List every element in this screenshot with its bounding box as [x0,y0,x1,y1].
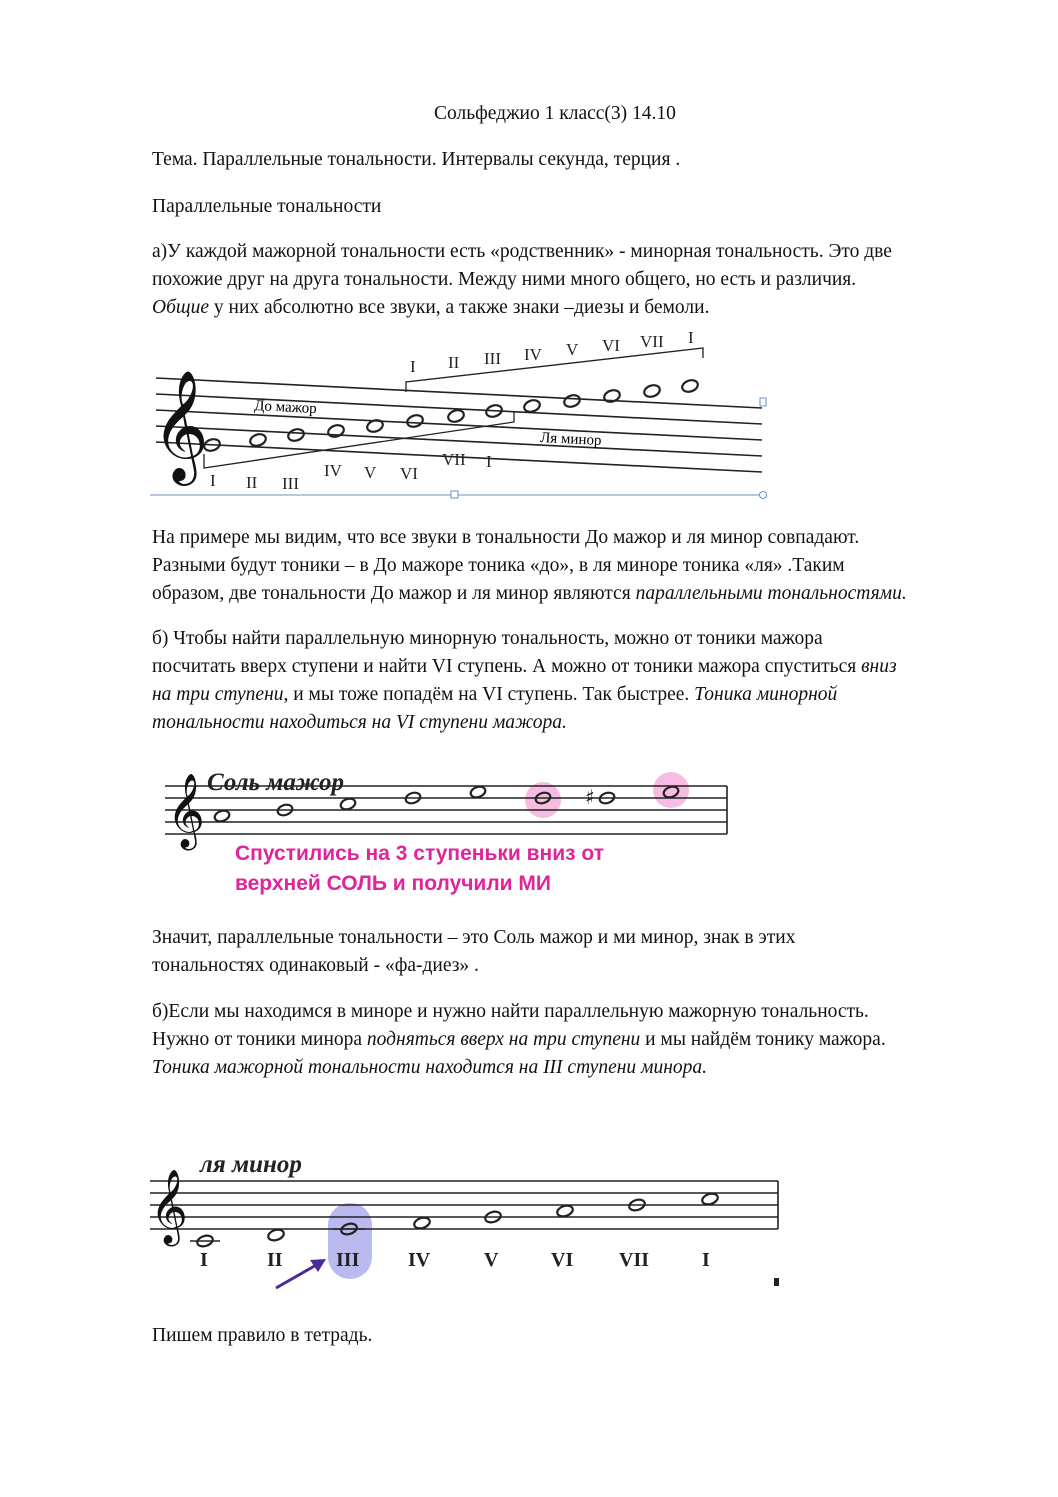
degree-label: III [336,1249,360,1271]
para-b1-line-1: б) Чтобы найти параллельную минорную тональность, можно от тоники мажора [152,628,823,649]
minor-label: Ля минор [539,430,602,449]
emphasis-text: подняться вверх на три ступени [366,1029,641,1050]
para-b1-line-3 [152,681,837,709]
note [406,413,425,428]
frame-handle [760,492,767,499]
note [249,432,268,447]
text-run: у них абсолютно все звуки, а также знаки –диезы и бемоли. [209,297,710,318]
stray-mark [774,1278,779,1286]
figure-title: Соль мажор [207,769,345,796]
major-label: До мажор [253,398,318,418]
figure-a-minor [150,1148,790,1298]
emphasis-text: на три ступени [152,684,284,705]
text-run: и мы найдём тонику мажора. [640,1029,886,1050]
note [701,1192,719,1206]
page-title: Сольфеджио 1 класс(3) 14.10 [434,103,676,124]
note [681,378,700,393]
para-b1-line-2 [152,653,897,681]
degree-label: I [410,357,416,376]
text-run: посчитать вверх ступени и найти VI ступень. А можно от тоники мажора спуститься [152,656,862,677]
lower-degree-labels [210,450,492,493]
degree-label: IV [524,345,542,364]
treble-clef-icon: 𝄞 [167,774,205,848]
emphasis-text: тональности находиться на VI ступени мажора. [152,712,567,733]
para-conclusion-line-2: тональностях одинаковый - «фа-диез» . [152,955,479,976]
note [267,1228,285,1242]
note [213,809,230,823]
treble-clef-icon: 𝄞 [152,369,209,481]
emphasis-text: Тоника минорной [694,684,838,705]
degree-label: VII [640,332,664,351]
degree-label: III [484,349,501,368]
text-run: , и мы тоже попадём на VI ступень. Так быстрее. [283,684,695,705]
frame-handle [760,398,766,406]
arrow-icon [276,1259,326,1288]
para-b1-line-4 [152,709,567,737]
section-heading: Параллельные тональности [152,196,382,217]
figure-title: ля минор [200,1151,302,1178]
upper-degree-labels [410,328,694,376]
para-b2-line-2 [152,1026,886,1054]
degree-labels [200,1249,710,1271]
para-example-line-2: Разными будут тоники – в До мажоре тоника «до», в ля миноре тоника «ля» .Таким [152,555,845,576]
note [556,1204,574,1218]
highlight-circle [525,782,561,818]
degree-label: VI [400,464,418,483]
note [287,427,306,442]
note [413,1216,431,1230]
treble-clef-icon: 𝄞 [150,1170,188,1244]
notes [190,1192,719,1248]
note [327,423,346,438]
degree-label: VII [442,450,466,469]
degree-label: VII [619,1249,650,1271]
figure-parallel-keys [150,330,770,500]
caption-line-1: Спустились на 3 ступеньки вниз от [235,842,605,865]
para-example-line-1: На примере мы видим, что все звуки в тональности До мажор и ля минор совпадают. [152,527,860,548]
degree-label: IV [324,461,342,480]
degree-label: II [267,1249,283,1271]
para-conclusion-line-1: Значит, параллельные тональности – это Соль мажор и ми минор, знак в этих [152,927,796,948]
degree-label: VI [602,336,620,355]
emphasis-text: параллельными тональностями. [635,583,907,604]
highlight-circle [653,772,689,808]
emphasis-text: Общие [152,297,210,318]
note [563,393,582,408]
para-a-line-3 [152,294,709,322]
closing-line: Пишем правило в тетрадь. [152,1325,373,1346]
para-b2-line-3 [152,1054,707,1082]
sharp-icon: ♯ [585,785,595,809]
degree-label: I [210,471,216,490]
degree-label: V [484,1249,499,1271]
figure-g-major [165,760,735,900]
note [643,383,662,398]
degree-label: VI [551,1249,574,1271]
note [523,398,542,413]
degree-label: II [246,473,258,492]
note [339,797,356,811]
caption-line-2: верхней СОЛЬ и получили МИ [235,872,552,895]
text-run: Нужно от тоники минора [152,1029,367,1050]
para-a-line-2: похожие друг на друга тональности. Между ними много общего, но есть и различия. [152,269,857,290]
topic-line: Тема. Параллельные тональности. Интервалы секунда, терция . [152,149,681,170]
staff [150,1181,778,1229]
degree-label: I [200,1249,208,1271]
degree-label: III [282,474,299,493]
degree-label: I [486,452,492,471]
para-b2-line-1: б)Если мы находимся в миноре и нужно найти параллельную мажорную тональность. [152,1001,869,1022]
degree-label: V [566,340,579,359]
para-example-line-3 [152,580,907,608]
text-run: образом, две тональности До мажор и ля минор являются [152,583,636,604]
para-a-line-1: а)У каждой мажорной тональности есть «родственник» - минорная тональность. Это две [152,241,892,262]
degree-label: I [688,328,694,347]
frame-handle [451,491,458,498]
degree-label: IV [408,1249,431,1271]
note [447,408,466,423]
emphasis-text: Тоника мажорной тональности находится на III ступени минора. [152,1057,708,1078]
degree-label: II [448,353,460,372]
emphasis-text: вниз [861,656,897,677]
degree-label: I [702,1249,710,1271]
degree-label: V [364,463,377,482]
note [469,785,486,799]
